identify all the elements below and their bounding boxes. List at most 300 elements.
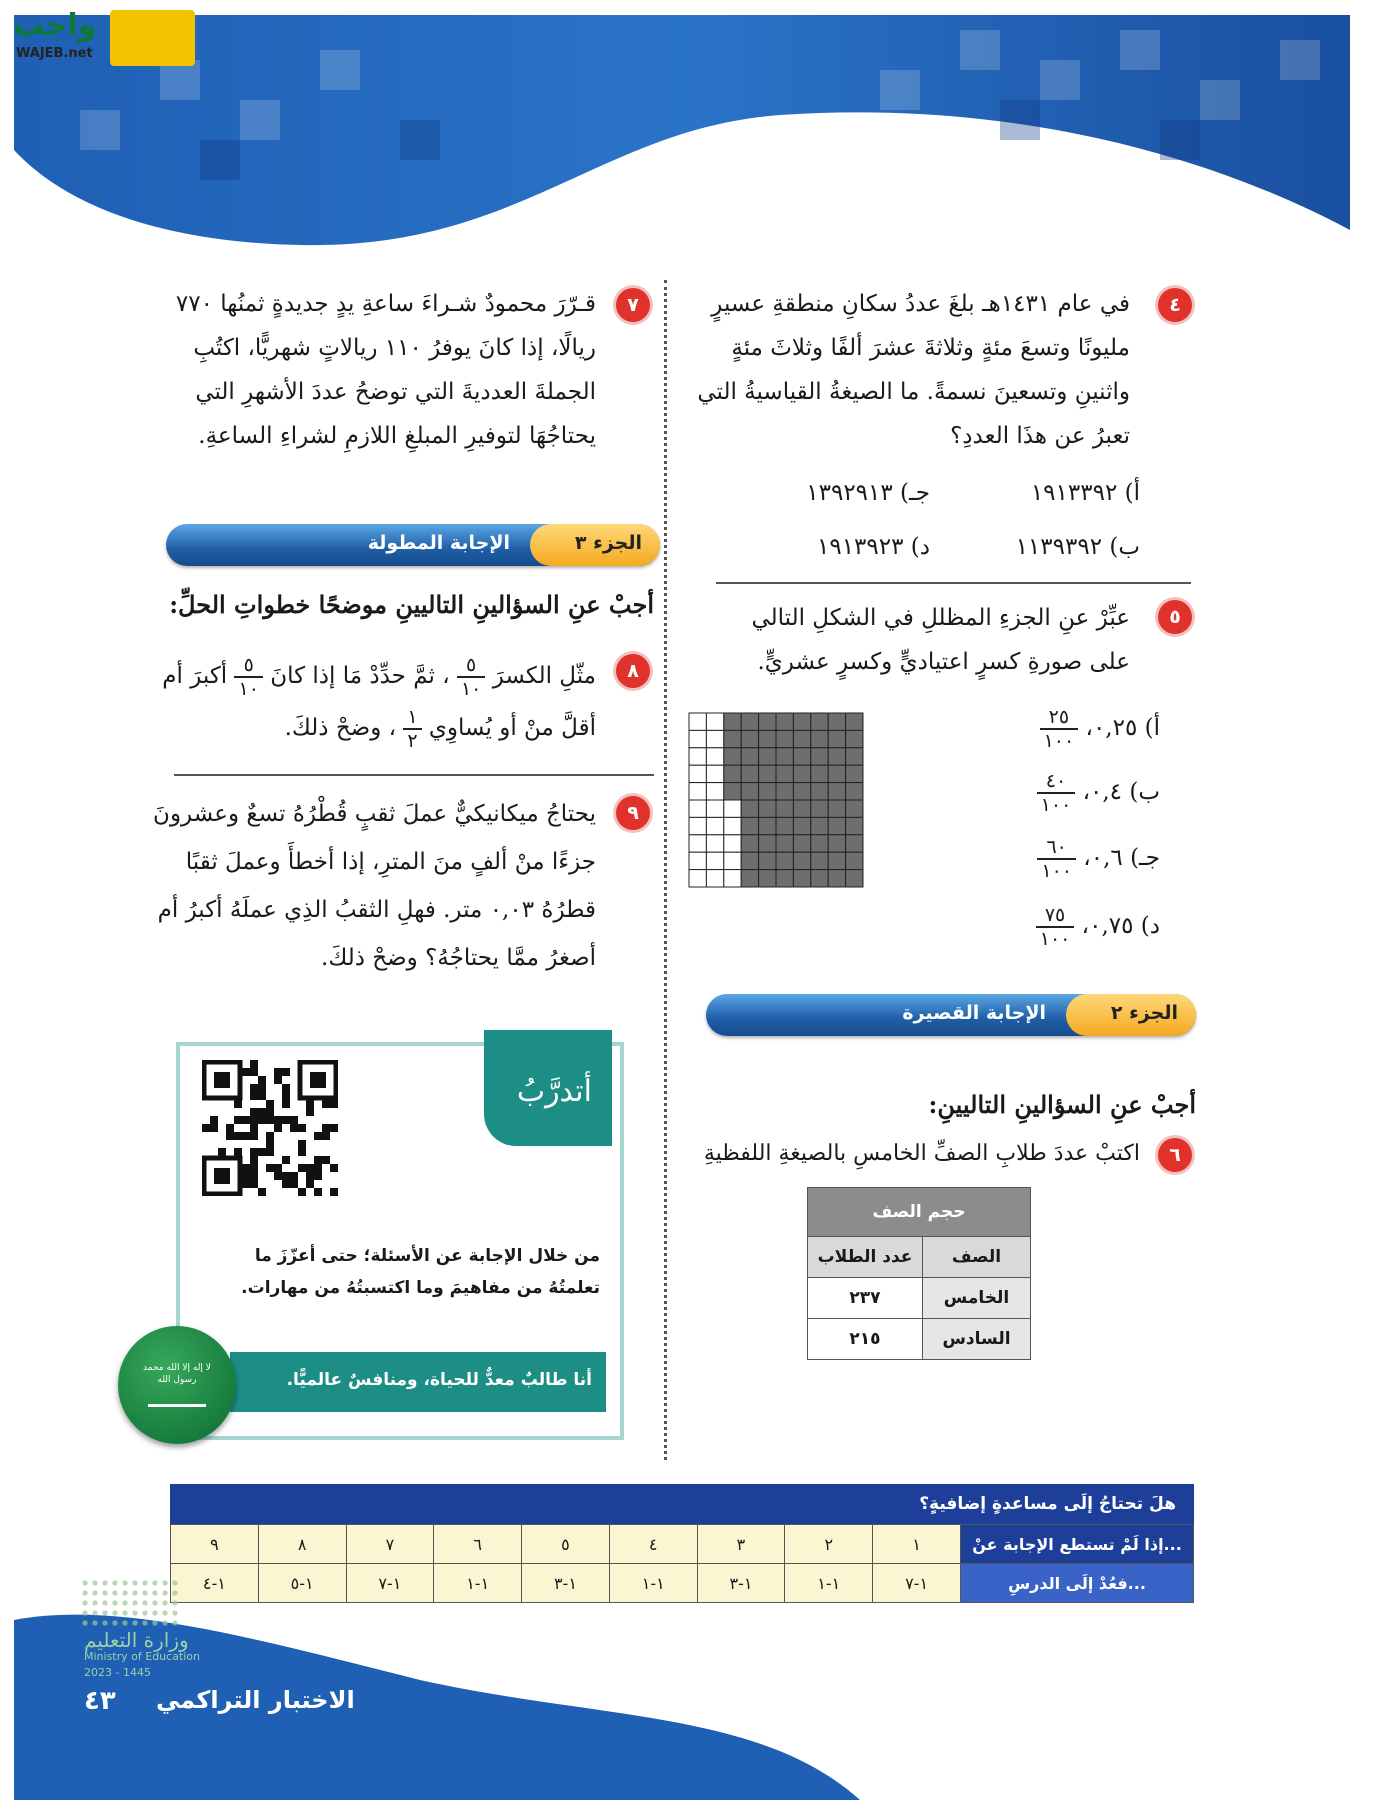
question-7-number: ٧ xyxy=(616,288,650,322)
help-lesson-cell: ١-٧ xyxy=(873,1564,961,1603)
qr-module xyxy=(210,1116,218,1124)
grid-cell-shaded xyxy=(776,783,793,800)
grid-cell-shaded xyxy=(846,783,863,800)
part2-banner xyxy=(706,994,1196,1036)
fraction-den: ٢ xyxy=(407,730,418,752)
part3-instruction: أجبْ عنِ السؤالينِ التاليينِ موضحًا خطواتِ الحلِّ: xyxy=(169,590,654,619)
qr-module xyxy=(282,1116,290,1124)
grid-cell-shaded xyxy=(846,765,863,782)
part2-tag: الجزء ٢ xyxy=(1110,1002,1178,1024)
qr-module xyxy=(290,1124,298,1132)
question-4-number: ٤ xyxy=(1158,288,1192,322)
help-question-cell: ١ xyxy=(873,1525,961,1564)
qr-module xyxy=(274,1116,282,1124)
hundred-grid xyxy=(688,712,864,888)
help-title: هلَ تحتاجُ إلَى مساعدةٍ إضافيةٍ؟ xyxy=(170,1484,1194,1524)
qr-module xyxy=(250,1092,258,1100)
help-lesson-cell: ١-٧ xyxy=(346,1564,434,1603)
fraction-den: ١٠٠ xyxy=(1039,928,1071,950)
grid-cell-shaded xyxy=(759,748,776,765)
grid-cell-shaded xyxy=(811,852,828,869)
grid-cell-shaded xyxy=(741,748,758,765)
grid-cell-shaded xyxy=(828,870,845,887)
grid-cell-shaded xyxy=(793,870,810,887)
question-7-text: قـرّرَ محمودٌ شـراءَ ساعةِ يدٍ جديدةٍ ثمنُها ٧٧٠ ريالًا، إذا كانَ يوفرُ ١١٠ ريالاتٍ شهريًّا، اكتُبِ الجملةَ العدديةَ التي توضحُ عددَ الأشهرِ التي يحتاجُهَا لتوفيرِ المبلغِ اللازمِ لشراءِ الساعةِ. xyxy=(175,291,596,449)
grid-cell-shaded xyxy=(811,835,828,852)
question-4-text: في عام ١٤٣١هـ بلغَ عددُ سكانِ منطقةِ عسيرٍ مليونًا وتسعَ مئةٍ وثلاثةَ عشرَ ألفًا وثلاثَ مئةٍ واثنينِ وتسعينَ نسمةً. ما الصيغةُ القياسيةُ التي تعبرُ عن هذَا العددِ؟ xyxy=(697,291,1130,449)
fraction-den: ١٠٠ xyxy=(1041,860,1072,882)
table-cell: ٢١٥ xyxy=(808,1319,923,1360)
grid-cell-shaded xyxy=(846,835,863,852)
qr-module xyxy=(322,1124,330,1132)
flag-shahada: لا إله إلا الله محمد رسول الله xyxy=(143,1363,211,1385)
help-lesson-cell: ١-٣ xyxy=(522,1564,610,1603)
choice-decimal: ٠,٤ xyxy=(1090,779,1123,805)
grid-cell-shaded xyxy=(776,870,793,887)
qr-module xyxy=(322,1100,330,1108)
qr-module xyxy=(266,1132,274,1140)
q8-text-b: ، ثمَّ حدِّدْ مَا إذا كانَ xyxy=(270,663,450,689)
column-divider xyxy=(664,280,667,1460)
qr-module xyxy=(274,1172,282,1180)
grid-cell-shaded xyxy=(776,835,793,852)
grid-cell xyxy=(689,713,706,730)
help-section xyxy=(170,1484,1194,1603)
qr-module xyxy=(266,1108,274,1116)
fraction-num: ٥ xyxy=(457,654,485,678)
grid-cell-shaded xyxy=(724,713,741,730)
qr-module xyxy=(298,1148,306,1156)
qr-module xyxy=(314,1172,322,1180)
choice-label: ب) xyxy=(1129,779,1160,805)
grid-cell-shaded xyxy=(846,730,863,747)
help-question-cell: ٤ xyxy=(609,1525,697,1564)
help-lesson-cell: ١-٤ xyxy=(171,1564,259,1603)
grid-cell-shaded xyxy=(776,730,793,747)
qr-module xyxy=(266,1116,274,1124)
q8-fraction-1 xyxy=(457,654,485,700)
qr-module xyxy=(306,1100,314,1108)
grid-cell-shaded xyxy=(793,713,810,730)
q8-fraction-3 xyxy=(403,706,421,752)
grid-cell xyxy=(706,748,723,765)
grid-cell xyxy=(689,800,706,817)
grid-cell-shaded xyxy=(846,800,863,817)
table-header-count: عدد الطلاب xyxy=(808,1237,923,1278)
qr-module xyxy=(250,1172,258,1180)
grid-cell-shaded xyxy=(741,800,758,817)
grid-cell-shaded xyxy=(828,817,845,834)
grid-cell-shaded xyxy=(811,800,828,817)
help-lesson-cell: ١-٣ xyxy=(697,1564,785,1603)
q4-choice-d[interactable]: د) ١٩١٣٩٢٣ xyxy=(816,534,930,560)
grid-cell-shaded xyxy=(793,835,810,852)
qr-module xyxy=(258,1188,266,1196)
grid-cell-shaded xyxy=(776,748,793,765)
q5-choice[interactable]: ب) ٠,٤، $\frac{٤٠}{١٠٠}$ xyxy=(960,770,1160,816)
edition-year: 2023 - 1445 xyxy=(84,1666,151,1679)
fraction-den: ١٠٠ xyxy=(1043,730,1075,752)
table-title: حجم الصف xyxy=(808,1188,1031,1237)
grid-cell xyxy=(724,835,741,852)
grid-cell xyxy=(689,835,706,852)
fraction-num: ٤٠ xyxy=(1037,770,1076,794)
qr-module xyxy=(282,1172,290,1180)
practice-text: من خلال الإجابة عن الأسئلة؛ حتى أعزّزَ ما تعلمتُهُ من مفاهيمَ وما اكتسبتُهُ من مهارات. xyxy=(241,1246,600,1298)
book-icon xyxy=(110,10,195,66)
help-question-cell: ٨ xyxy=(258,1525,346,1564)
qr-module xyxy=(298,1188,306,1196)
qr-module xyxy=(258,1084,266,1092)
q5-choice[interactable]: أ) ٠,٢٥، $\frac{٢٥}{١٠٠}$ xyxy=(960,706,1160,752)
qr-finder-center xyxy=(214,1072,230,1088)
ministry-dots xyxy=(80,1578,180,1628)
part3-banner xyxy=(166,524,660,566)
qr-module xyxy=(314,1188,322,1196)
qr-module xyxy=(234,1100,242,1108)
grid-cell-shaded xyxy=(724,783,741,800)
fraction-num: ٧٥ xyxy=(1036,904,1075,928)
qr-module xyxy=(282,1100,290,1108)
qr-module xyxy=(314,1164,322,1172)
ministry-name: وزارة التعليم xyxy=(84,1628,189,1652)
grid-cell-shaded xyxy=(759,800,776,817)
fraction-num: ٥ xyxy=(234,654,262,678)
grid-cell-shaded xyxy=(724,748,741,765)
q5-choice[interactable]: جـ) ٠,٦، $\frac{٦٠}{١٠٠}$ xyxy=(960,836,1160,882)
qr-finder-center xyxy=(214,1168,230,1184)
q8-text-d: ، وضحْ ذلكَ. xyxy=(284,715,397,741)
shaded-grid-figure xyxy=(688,712,864,892)
grid-cell-shaded xyxy=(776,713,793,730)
choice-fraction xyxy=(1036,904,1075,950)
qr-module xyxy=(274,1124,282,1132)
fraction-num: ٢٥ xyxy=(1040,706,1079,730)
qr-module xyxy=(242,1180,250,1188)
grid-cell-shaded xyxy=(759,852,776,869)
qr-code-graphic xyxy=(202,1060,338,1196)
grid-cell-shaded xyxy=(759,817,776,834)
qr-module xyxy=(274,1076,282,1084)
qr-module xyxy=(298,1124,306,1132)
question-9-text: يحتاجُ ميكانيكيٌّ عملَ ثقبٍ قُطْرُهُ تسعٌ وعشرونَ جزءًا منْ ألفٍ منَ المترِ، إذا أخطأَ وعملَ ثقبًا قطرُهُ ٠,٠٣ متر. فهلِ الثقبُ الذِي عملَهُ أكبرُ أم أصغرُ ممَّا يحتاجُهُ؟ وضحْ ذلكَ. xyxy=(153,801,596,971)
grid-cell xyxy=(706,783,723,800)
grid-cell-shaded xyxy=(793,730,810,747)
qr-module xyxy=(250,1124,258,1132)
grid-cell-shaded xyxy=(741,835,758,852)
grid-cell-shaded xyxy=(724,730,741,747)
grid-cell-shaded xyxy=(776,852,793,869)
qr-module xyxy=(298,1140,306,1148)
question-9-number: ٩ xyxy=(616,796,650,830)
header-wave xyxy=(0,0,1396,250)
grid-cell-shaded xyxy=(846,817,863,834)
grid-cell xyxy=(689,870,706,887)
qr-module xyxy=(282,1156,290,1164)
grid-cell-shaded xyxy=(759,765,776,782)
part3-title: الإجابة المطولة xyxy=(367,532,510,554)
table-cell: ٢٣٧ xyxy=(808,1278,923,1319)
divider xyxy=(174,774,654,776)
qr-module xyxy=(226,1124,234,1132)
q8-text-c: أكبرَ أم أقلَّ منْ أو يُساوِي xyxy=(162,663,596,741)
grid-cell xyxy=(689,765,706,782)
grid-cell xyxy=(706,765,723,782)
grid-cell xyxy=(706,800,723,817)
qr-module xyxy=(298,1164,306,1172)
question-8-text xyxy=(130,650,596,754)
qr-module xyxy=(322,1156,330,1164)
fraction-den: ١٠ xyxy=(460,678,482,700)
grid-cell-shaded xyxy=(793,817,810,834)
grid-cell-shaded xyxy=(793,748,810,765)
grid-cell xyxy=(689,817,706,834)
grid-cell-shaded xyxy=(846,852,863,869)
grid-cell-shaded xyxy=(776,817,793,834)
qr-module xyxy=(282,1068,290,1076)
grid-cell xyxy=(724,852,741,869)
grid-cell-shaded xyxy=(811,870,828,887)
qr-module xyxy=(258,1092,266,1100)
q4-choice-c[interactable]: جـ) ١٣٩٢٩١٣ xyxy=(806,480,930,506)
grid-cell-shaded xyxy=(846,748,863,765)
motto-text: أنا طالبٌ معدٌّ للحياة، ومنافسٌ عالميًّا. xyxy=(286,1370,592,1390)
grid-cell-shaded xyxy=(793,852,810,869)
q4-choice-a[interactable]: أ) ١٩١٣٣٩٢ xyxy=(1030,480,1140,506)
fraction-den: ١٠٠ xyxy=(1040,794,1072,816)
qr-module xyxy=(306,1164,314,1172)
grid-cell-shaded xyxy=(828,835,845,852)
qr-module xyxy=(234,1132,242,1140)
qr-module xyxy=(266,1100,274,1108)
fraction-den: ١٠ xyxy=(238,678,259,700)
fraction-num: ١ xyxy=(403,706,421,730)
qr-finder-center xyxy=(310,1072,326,1088)
grid-cell-shaded xyxy=(741,765,758,782)
qr-module xyxy=(258,1108,266,1116)
grid-cell xyxy=(706,817,723,834)
grid-cell xyxy=(706,713,723,730)
help-table xyxy=(170,1524,1194,1603)
grid-cell-shaded xyxy=(741,817,758,834)
grid-cell-shaded xyxy=(759,870,776,887)
qr-module xyxy=(290,1172,298,1180)
qr-module xyxy=(250,1164,258,1172)
page-number: ٤٣ xyxy=(84,1686,116,1716)
qr-module xyxy=(202,1124,210,1132)
ministry-name-en: Ministry of Education xyxy=(84,1650,201,1663)
grid-cell-shaded xyxy=(811,765,828,782)
grid-cell-shaded xyxy=(846,713,863,730)
grid-cell-shaded xyxy=(759,730,776,747)
q4-choice-b[interactable]: ب) ١١٣٩٣٩٢ xyxy=(1015,534,1140,560)
grid-cell-shaded xyxy=(811,713,828,730)
qr-module xyxy=(314,1156,322,1164)
grid-cell xyxy=(689,730,706,747)
table-cell: السادس xyxy=(923,1319,1031,1360)
grid-cell-shaded xyxy=(741,852,758,869)
grid-cell xyxy=(689,783,706,800)
qr-module xyxy=(306,1108,314,1116)
qr-module xyxy=(210,1124,218,1132)
question-5-text: عبِّرْ عنِ الجزءِ المظللِ في الشكلِ التالي على صورةِ كسرٍ اعتياديٍّ وكسرٍ عشريٍّ. xyxy=(751,605,1130,675)
qr-module xyxy=(266,1164,274,1172)
help-lesson-cell: ١-١ xyxy=(785,1564,873,1603)
qr-module xyxy=(242,1068,250,1076)
choice-decimal: ٠,٧٥ xyxy=(1089,913,1134,939)
grid-cell-shaded xyxy=(793,800,810,817)
qr-module xyxy=(330,1164,338,1172)
qr-module xyxy=(274,1164,282,1172)
help-lesson-cell: ١-١ xyxy=(609,1564,697,1603)
grid-cell-shaded xyxy=(793,783,810,800)
help-row2-label: فعُدْ إلَى الدرسِ... xyxy=(961,1564,1194,1603)
qr-module xyxy=(250,1084,258,1092)
grid-cell-shaded xyxy=(759,835,776,852)
qr-module xyxy=(274,1068,282,1076)
class-size-table xyxy=(807,1187,1031,1360)
divider xyxy=(716,582,1191,584)
practice-tab-label: أتدرَّبُ xyxy=(516,1074,592,1109)
grid-cell-shaded xyxy=(811,817,828,834)
help-question-cell: ٢ xyxy=(785,1525,873,1564)
grid-cell xyxy=(724,870,741,887)
qr-module xyxy=(266,1148,274,1156)
grid-cell xyxy=(724,800,741,817)
grid-cell-shaded xyxy=(828,765,845,782)
q8-fraction-2 xyxy=(234,654,262,700)
grid-cell-shaded xyxy=(828,800,845,817)
help-lesson-cell: ١-٥ xyxy=(258,1564,346,1603)
grid-cell xyxy=(724,817,741,834)
qr-module xyxy=(266,1140,274,1148)
grid-cell-shaded xyxy=(828,852,845,869)
qr-module xyxy=(226,1132,234,1140)
grid-cell-shaded xyxy=(828,783,845,800)
question-6-text: اكتبْ عددَ طلابِ الصفِّ الخامسِ بالصيغةِ اللفظيةِ xyxy=(703,1141,1140,1166)
grid-cell-shaded xyxy=(811,730,828,747)
choice-label: د) xyxy=(1140,913,1160,939)
grid-cell-shaded xyxy=(724,765,741,782)
grid-cell-shaded xyxy=(776,800,793,817)
qr-module xyxy=(250,1068,258,1076)
sword-icon xyxy=(148,1404,206,1407)
qr-module xyxy=(306,1180,314,1188)
grid-cell-shaded xyxy=(811,783,828,800)
grid-cell-shaded xyxy=(846,870,863,887)
qr-module xyxy=(330,1100,338,1108)
qr-module xyxy=(306,1172,314,1180)
grid-cell xyxy=(689,852,706,869)
footer-title: الاختبار التراكمي xyxy=(156,1686,355,1714)
grid-cell-shaded xyxy=(828,713,845,730)
grid-cell-shaded xyxy=(741,870,758,887)
part3-tag: الجزء ٣ xyxy=(574,532,642,554)
help-question-cell: ٣ xyxy=(697,1525,785,1564)
qr-module xyxy=(250,1108,258,1116)
grid-cell-shaded xyxy=(759,713,776,730)
qr-module xyxy=(250,1116,258,1124)
q5-choice[interactable]: د) ٠,٧٥، $\frac{٧٥}{١٠٠}$ xyxy=(960,904,1160,950)
help-question-cell: ٦ xyxy=(434,1525,522,1564)
grid-cell-shaded xyxy=(741,783,758,800)
choice-label: جـ) xyxy=(1130,845,1160,871)
qr-module xyxy=(282,1180,290,1188)
practice-box xyxy=(176,1042,624,1440)
qr-module xyxy=(242,1132,250,1140)
qr-module xyxy=(234,1148,242,1156)
qr-code[interactable] xyxy=(202,1060,338,1196)
choice-fraction xyxy=(1040,706,1079,752)
qr-module xyxy=(242,1116,250,1124)
question-5-number: ٥ xyxy=(1158,600,1192,634)
fraction-num: ٦٠ xyxy=(1037,836,1076,860)
practice-tab xyxy=(484,1030,612,1146)
choice-decimal: ٠,٦ xyxy=(1090,845,1123,871)
qr-module xyxy=(250,1148,258,1156)
qr-module xyxy=(322,1132,330,1140)
table-header-class: الصف xyxy=(923,1237,1031,1278)
qr-module xyxy=(258,1076,266,1084)
question-8-number: ٨ xyxy=(616,654,650,688)
grid-cell-shaded xyxy=(828,730,845,747)
grid-cell-shaded xyxy=(793,765,810,782)
grid-cell xyxy=(689,748,706,765)
qr-module xyxy=(242,1172,250,1180)
qr-module xyxy=(282,1084,290,1092)
q8-text-a: مثّلِ الكسرَ xyxy=(492,663,596,689)
qr-module xyxy=(250,1132,258,1140)
qr-module xyxy=(250,1156,258,1164)
grid-cell xyxy=(706,870,723,887)
qr-module xyxy=(250,1060,258,1068)
wajeb-brand-ar: واجب xyxy=(14,8,97,43)
qr-module xyxy=(330,1188,338,1196)
part2-instruction: أجبْ عنِ السؤالينِ التاليينِ: xyxy=(928,1090,1196,1119)
table-cell: الخامس xyxy=(923,1278,1031,1319)
qr-module xyxy=(314,1132,322,1140)
qr-module xyxy=(258,1148,266,1156)
grid-cell-shaded xyxy=(741,730,758,747)
grid-cell-shaded xyxy=(759,783,776,800)
grid-cell-shaded xyxy=(741,713,758,730)
qr-module xyxy=(290,1180,298,1188)
qr-module xyxy=(330,1124,338,1132)
grid-cell xyxy=(706,852,723,869)
saudi-flag-emblem xyxy=(118,1326,236,1444)
motto-bar xyxy=(230,1352,606,1412)
qr-module xyxy=(282,1092,290,1100)
choice-fraction xyxy=(1037,770,1076,816)
help-question-cell: ٩ xyxy=(171,1525,259,1564)
wajeb-brand-en: WAJEB.net xyxy=(16,46,93,61)
grid-cell-shaded xyxy=(776,765,793,782)
qr-module xyxy=(290,1116,298,1124)
help-row1-label: إذا لَمْ تستطع الإجابة عنْ... xyxy=(961,1525,1194,1564)
grid-cell xyxy=(706,835,723,852)
qr-module xyxy=(242,1164,250,1172)
help-lesson-cell: ١-١ xyxy=(434,1564,522,1603)
choice-label: أ) xyxy=(1144,715,1160,741)
help-question-cell: ٧ xyxy=(346,1525,434,1564)
qr-module xyxy=(250,1180,258,1188)
grid-cell-shaded xyxy=(811,748,828,765)
wajeb-logo xyxy=(10,6,190,66)
part2-title: الإجابة القصيرة xyxy=(902,1002,1046,1024)
grid-cell-shaded xyxy=(828,748,845,765)
question-6-number: ٦ xyxy=(1158,1138,1192,1172)
help-question-cell: ٥ xyxy=(522,1525,610,1564)
